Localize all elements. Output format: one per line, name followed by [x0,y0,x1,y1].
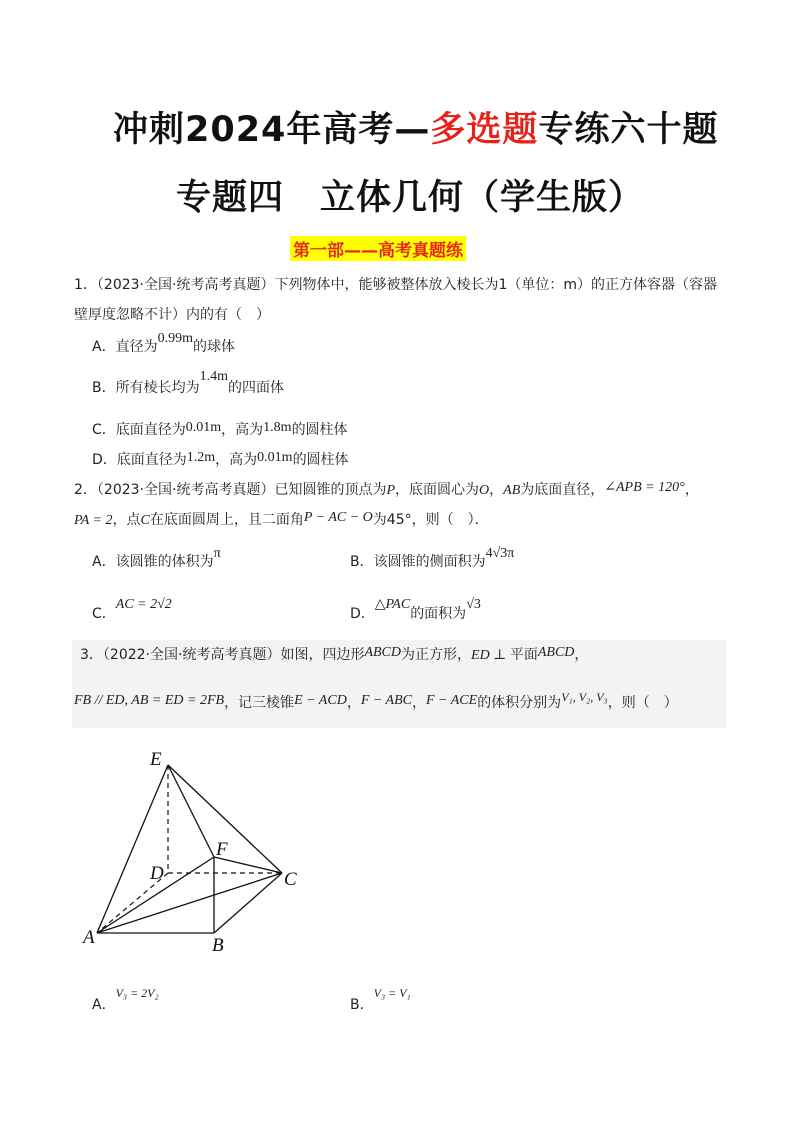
question-2 [74,480,699,501]
option-math: AC = 2√2 [115,597,172,612]
option-math: 1.8m [263,420,292,435]
math-expr: E − ACD [294,693,347,708]
math-expr: PA = 2 [74,513,113,528]
question-text: 为正方形， [401,647,472,663]
q1-option-c [92,420,348,441]
option-math: V₃ = V₁ [373,986,411,1000]
q2-option-b [350,546,515,573]
option-label: A．该圆锥的体积为 [92,554,214,570]
question-text: 为45°，则（ ）． [372,512,489,528]
question-text: ， [489,482,504,498]
question-text: ，点 [112,512,141,528]
question-text: 下列物体中，能够被整体放入棱长为1（单位：m）的正方体容器（容器 [274,277,717,293]
question-text: ， [346,695,361,711]
math-var: ABCD [364,645,402,660]
option-math: π [213,546,221,561]
title-part: 冲刺2024年高考— [113,110,431,150]
q1-option-d [92,450,349,471]
math-expr: ED ⊥ [471,648,510,663]
q1-option-a [92,331,235,358]
question-number: 2． [74,482,97,498]
vertex-label-E: E [150,749,162,770]
option-math: 0.99m [157,331,193,346]
option-text: 的圆柱体 [292,452,349,468]
math-expr: F − ABC [360,693,412,708]
question-text: ，底面圆心为 [395,482,480,498]
q2-option-d [350,597,481,625]
geometry-figure [80,745,320,960]
option-math: 0.01m [185,420,222,435]
math-expr: FB // ED, AB = ED = 2FB [74,693,225,708]
option-text: ，高为 [221,422,264,438]
question-number: 3． [80,647,103,663]
option-math: 4√3π [485,546,515,561]
option-text: 的圆柱体 [291,422,348,438]
title-part: 专练六十题 [538,110,719,150]
option-math: √3 [466,597,481,612]
question-text: 为底面直径， [520,482,605,498]
option-math: V₃ = 2V₂ [115,986,159,1000]
math-expr: F − ACE [426,693,478,708]
q1-option-b [92,369,284,399]
option-label: D．底面直径为 [92,452,187,468]
math-expr: V₁, V₂, V₃ [561,690,608,704]
edge-EF [168,765,214,857]
math-var: AB [503,483,521,498]
question-source: （2023·全国·统考高考真题） [96,277,275,293]
math-expr: ∠APB = 120° [604,480,685,495]
vertex-label-D: D [150,863,164,884]
option-text: ，高为 [215,452,258,468]
math-var: P [386,483,396,498]
option-label: B．所有棱长均为 [92,380,200,396]
question-number: 1． [74,277,97,293]
question-source: （2022·全国·统考高考真题） [102,647,281,663]
vertex-label-B: B [212,935,224,956]
question-text: ， [412,695,426,711]
edge-BC [214,873,282,933]
q2-option-a [92,546,221,573]
question-text: 平面 [509,647,538,663]
option-label: A．直径为 [92,339,158,355]
math-var: C [140,513,150,528]
option-label: B．该圆锥的侧面积为 [350,554,486,570]
math-expr: P − AC − O [303,510,373,525]
option-label: C． [92,606,116,622]
question-1-line2: 壁厚度忽略不计）内的有（ ） [74,307,270,323]
option-math: △PAC [374,597,411,612]
option-math: 1.4m [199,369,228,384]
question-text: 如图，四边形 [280,647,365,663]
question-3-line2 [74,690,678,714]
option-text: 的四面体 [228,380,284,396]
question-1 [74,275,717,295]
question-3 [80,645,588,666]
question-text: 在底面圆周上，且二面角 [149,512,304,528]
section-heading: 第一部——高考真题练 [290,236,466,261]
question-text: 的体积分别为 [477,695,562,711]
option-label: A． [92,997,116,1013]
option-math: 0.01m [257,450,293,465]
title-highlight: 多选题 [430,110,539,150]
page-subtitle: 专题四 立体几何（学生版） [176,178,645,218]
edge-AC [97,873,282,933]
page-title [113,102,718,152]
vertex-label-A: A [83,927,95,948]
math-var: O [479,483,490,498]
question-source: （2023·全国·统考高考真题） [96,482,275,498]
edge-EA [97,765,168,933]
question-text: 已知圆锥的顶点为 [274,482,387,498]
question-text: ，则（ ） [607,695,678,711]
option-label: B． [350,997,374,1013]
q3-option-a [92,986,159,1015]
vertex-label-F: F [216,839,228,860]
option-label: D． [350,606,375,622]
math-var: ABCD [537,645,575,660]
question-text: ， [574,647,589,663]
option-text: 的球体 [192,339,235,355]
vertex-label-C: C [284,869,297,890]
question-text: ， [684,482,699,498]
option-label: C．底面直径为 [92,422,186,438]
q2-option-c [92,597,172,625]
option-math: 1.2m [186,450,216,465]
q3-option-b [350,986,411,1015]
question-2-line2 [74,510,489,531]
question-text: ，记三棱锥 [224,695,295,711]
option-text: 的面积为 [410,606,467,622]
